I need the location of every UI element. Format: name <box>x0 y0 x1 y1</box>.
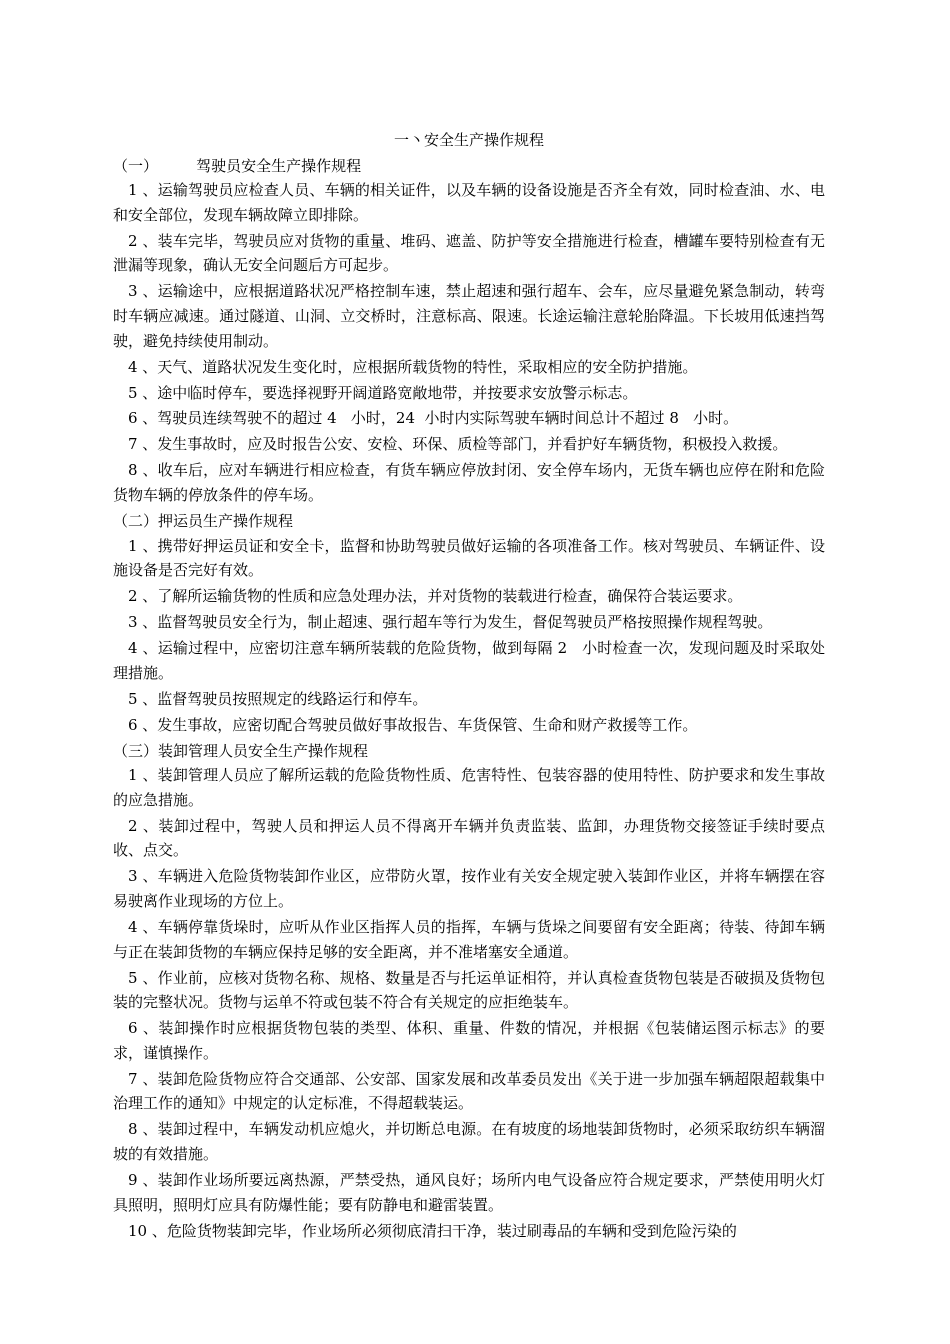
rule-item: 1 、携带好押运员证和安全卡，监督和协助驾驶员做好运输的各项准备工作。核对驾驶员、车辆证件、设施设备是否完好有效。 <box>113 536 825 580</box>
section-heading: （二）押运员生产操作规程 <box>113 512 294 531</box>
section-heading: （三）装卸管理人员安全生产操作规程 <box>113 741 369 760</box>
rule-item: 3 、运输途中，应根据道路状况严格控制车速，禁止超速和强行超车、会车，应尽量避免紧急制动，转弯时车辆应减速。通过隧道、山洞、立交桥时，注意标高、限速。长途运输注意轮胎降温。下长坡用低速挡驾驶，避免持续使用制动。 <box>113 282 825 350</box>
document-page <box>113 128 825 1245</box>
document-title: 一丶安全生产操作规程 <box>393 131 544 149</box>
rule-item: 2 、装车完毕，驾驶员应对货物的重量、堆码、遮盖、防护等安全措施进行检查，槽罐车要特别检查有无泄漏等现象，确认无安全问题后方可起步。 <box>113 231 825 275</box>
rule-item: 6 、驾驶员连续驾驶不的超过 4 小时，24 小时内实际驾驶车辆时间总计不超过 8 小时。 <box>128 409 739 428</box>
rule-item: 5 、监督驾驶员按照规定的线路运行和停车。 <box>128 689 428 708</box>
rule-item: 8 、装卸过程中，车辆发动机应熄火，并切断总电源。在有坡度的场地装卸货物时，必须采取纺织车辆溜坡的有效措施。 <box>113 1120 825 1163</box>
section-heading: （一） 驾驶员安全生产操作规程 <box>113 156 362 175</box>
rule-item: 3 、监督驾驶员安全行为，制止超速、强行超车等行为发生，督促驾驶员严格按照操作规程驾驶。 <box>128 613 773 632</box>
rule-item: 10 、危险货物装卸完毕，作业场所必须彻底清扫干净，装过刷毒品的车辆和受到危险污染的 <box>128 1221 737 1240</box>
section-driver <box>113 154 825 508</box>
rule-item: 5 、作业前，应核对货物名称、规格、数量是否与托运单证相符，并认真检查货物包装是否破损及货物包装的完整状况。货物与运单不符或包装不符合有关规定的应拒绝装车。 <box>113 968 825 1012</box>
rule-item: 6 、装卸操作时应根据货物包装的类型、体积、重量、件数的情况，并根据《包装储运图示标志》的要求，谨慎操作。 <box>113 1019 825 1062</box>
rule-item: 5 、途中临时停车，要选择视野开阔道路宽敞地带，并按要求安放警示标志。 <box>128 383 638 402</box>
rule-item: 2 、了解所运输货物的性质和应急处理办法，并对货物的装载进行检查，确保符合装运要求。 <box>128 587 743 606</box>
rule-item: 4 、天气、道路状况发生变化时，应根据所载货物的特性，采取相应的安全防护措施。 <box>128 357 698 376</box>
rule-item: 9 、装卸作业场所要远离热源，严禁受热，通风良好；场所内电气设备应符合规定要求，严禁使用明火灯具照明，照明灯应具有防爆性能；要有防静电和避雷装置。 <box>113 1170 825 1214</box>
rule-item: 8 、收车后，应对车辆进行相应检查，有货车辆应停放封闭、安全停车场内，无货车辆也应停在附和危险货物车辆的停放条件的停车场。 <box>113 461 825 505</box>
rule-item: 4 、运输过程中，应密切注意车辆所装载的危险货物，做到每隔 2 小时检查一次，发现问题及时采取处理措施。 <box>113 639 825 682</box>
rule-item: 3 、车辆进入危险货物装卸作业区，应带防火罩，按作业有关安全规定驶入装卸作业区，并将车辆摆在容易驶离作业现场的方位上。 <box>113 867 825 911</box>
rule-item: 4 、车辆停靠货垛时，应听从作业区指挥人员的指挥，车辆与货垛之间要留有安全距离；待装、待卸车辆与正在装卸货物的车辆应保持足够的安全距离，并不准堵塞安全通道。 <box>113 918 825 961</box>
section-loading <box>113 739 825 1243</box>
rule-item: 6 、发生事故，应密切配合驾驶员做好事故报告、车货保管、生命和财产救援等工作。 <box>128 715 698 734</box>
rule-item: 1 、装卸管理人员应了解所运载的危险货物性质、危害特性、包装容器的使用特性、防护要求和发生事故的应急措施。 <box>113 766 825 809</box>
section-escort <box>113 509 825 737</box>
rule-item: 2 、装卸过程中，驾驶人员和押运人员不得离开车辆并负责监装、监卸，办理货物交接签证手续时要点收、点交。 <box>113 816 825 860</box>
rule-item: 7 、装卸危险货物应符合交通部、公安部、国家发展和改革委员发出《关于进一步加强车辆超限超载集中治理工作的通知》中规定的认定标准，不得超载装运。 <box>113 1069 825 1113</box>
rule-item: 7 、发生事故时，应及时报告公安、安检、环保、质检等部门，并看护好车辆货物，积极投入救援。 <box>128 435 788 454</box>
rule-item: 1 、运输驾驶员应检查人员、车辆的相关证件，以及车辆的设备设施是否齐全有效，同时检查油、水、电和安全部位，发现车辆故障立即排除。 <box>113 181 825 224</box>
